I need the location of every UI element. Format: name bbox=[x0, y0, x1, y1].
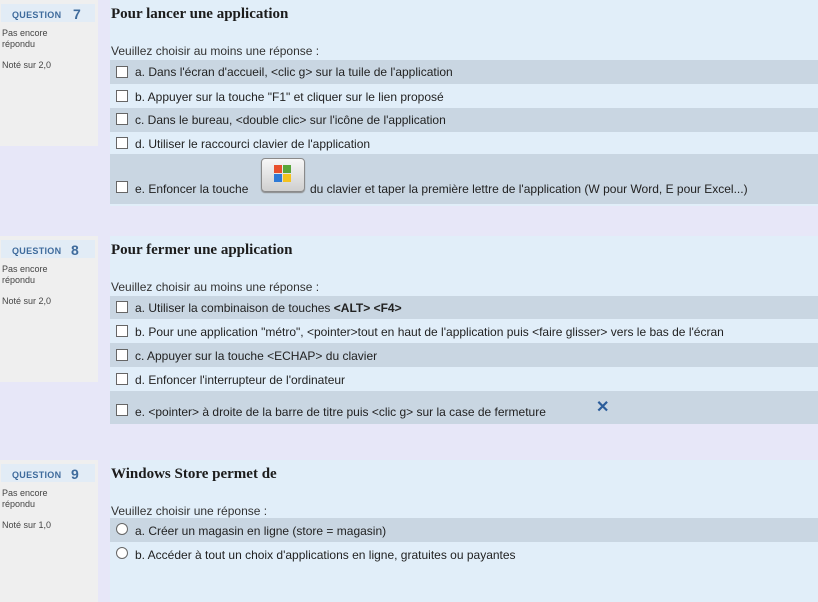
question-info bbox=[0, 236, 98, 382]
option-checkbox[interactable] bbox=[116, 325, 128, 337]
option-checkbox[interactable] bbox=[116, 90, 128, 102]
question-state: Pas encore répondu bbox=[2, 28, 48, 49]
question-grade: Noté sur 2,0 bbox=[2, 296, 52, 306]
question-8 bbox=[0, 236, 818, 446]
option-checkbox[interactable] bbox=[116, 181, 128, 193]
option-checkbox[interactable] bbox=[116, 301, 128, 313]
option-label: e. <pointer> à droite de la barre de titre puis <clic g> sur la case de fermeture bbox=[135, 405, 546, 419]
question-grade: Noté sur 1,0 bbox=[2, 520, 52, 530]
answer-option[interactable] bbox=[110, 343, 818, 367]
option-checkbox[interactable] bbox=[116, 404, 128, 416]
question-text: Windows Store permet de bbox=[111, 466, 277, 482]
option-label: b. Pour une application "métro", <pointer>tout en haut de l'application puis <faire glisser> vers le bas de l'écran bbox=[135, 325, 724, 339]
option-checkbox[interactable] bbox=[116, 137, 128, 149]
question-number: 8 bbox=[71, 242, 79, 258]
question-label: QUESTION bbox=[12, 470, 62, 480]
question-info bbox=[0, 0, 98, 146]
question-number: 9 bbox=[71, 466, 79, 482]
answer-option[interactable] bbox=[110, 542, 818, 566]
question-grade: Noté sur 2,0 bbox=[2, 60, 52, 70]
answer-option[interactable] bbox=[110, 154, 818, 204]
question-text: Pour lancer une application bbox=[111, 6, 289, 22]
option-checkbox[interactable] bbox=[116, 113, 128, 125]
option-radio[interactable] bbox=[116, 523, 128, 535]
option-label: c. Appuyer sur la touche <ECHAP> du clavier bbox=[135, 349, 378, 363]
answer-prompt: Veuillez choisir au moins une réponse : bbox=[111, 280, 320, 294]
question-number: 7 bbox=[73, 6, 81, 22]
option-label: du clavier et taper la première lettre de l'application (W pour Word, E pour Excel...) bbox=[310, 182, 748, 196]
answer-option[interactable] bbox=[110, 319, 818, 343]
question-state: Pas encore répondu bbox=[2, 488, 48, 509]
answer-option[interactable] bbox=[110, 132, 818, 154]
option-label: c. Dans le bureau, <double clic> sur l'icône de l'application bbox=[135, 113, 446, 127]
question-9 bbox=[0, 460, 818, 602]
question-content bbox=[110, 236, 818, 424]
answer-prompt: Veuillez choisir une réponse : bbox=[111, 504, 268, 518]
answer-option[interactable] bbox=[110, 60, 818, 84]
question-label: QUESTION bbox=[12, 10, 62, 20]
option-checkbox[interactable] bbox=[116, 349, 128, 361]
question-7 bbox=[0, 0, 818, 220]
answer-prompt: Veuillez choisir au moins une réponse : bbox=[111, 44, 320, 58]
option-label: a. Dans l'écran d'accueil, <clic g> sur la tuile de l'application bbox=[135, 65, 453, 79]
question-number-box bbox=[1, 240, 95, 258]
option-checkbox[interactable] bbox=[116, 66, 128, 78]
answer-option[interactable] bbox=[110, 391, 818, 424]
option-label: a. Créer un magasin en ligne (store = magasin) bbox=[135, 524, 387, 538]
option-label: d. Utiliser le raccourci clavier de l'application bbox=[135, 137, 371, 151]
option-label bbox=[135, 301, 402, 315]
question-label: QUESTION bbox=[12, 246, 62, 256]
question-info bbox=[0, 460, 98, 602]
windows-key-icon bbox=[261, 158, 305, 192]
question-content bbox=[110, 460, 818, 602]
answer-option[interactable] bbox=[110, 367, 818, 391]
option-label: d. Enfoncer l'interrupteur de l'ordinateur bbox=[135, 373, 346, 387]
option-radio[interactable] bbox=[116, 547, 128, 559]
answer-option[interactable] bbox=[110, 296, 818, 319]
option-label: b. Accéder à tout un choix d'applications en ligne, gratuites ou payantes bbox=[135, 548, 516, 562]
question-text: Pour fermer une application bbox=[111, 242, 293, 258]
answer-option[interactable] bbox=[110, 84, 818, 108]
option-label: b. Appuyer sur la touche "F1" et cliquer sur le lien proposé bbox=[135, 90, 444, 104]
option-text: a. Utiliser la combinaison de touches bbox=[135, 301, 334, 315]
close-icon: ✕ bbox=[596, 399, 610, 416]
option-label: e. Enfoncer la touche bbox=[135, 182, 249, 196]
answer-option[interactable] bbox=[110, 518, 818, 542]
option-shortcut: <ALT> <F4> bbox=[333, 301, 402, 315]
option-checkbox[interactable] bbox=[116, 373, 128, 385]
question-number-box bbox=[1, 464, 95, 482]
question-content bbox=[110, 0, 818, 206]
question-number-box bbox=[1, 4, 95, 22]
answer-option[interactable] bbox=[110, 108, 818, 132]
question-state: Pas encore répondu bbox=[2, 264, 48, 285]
